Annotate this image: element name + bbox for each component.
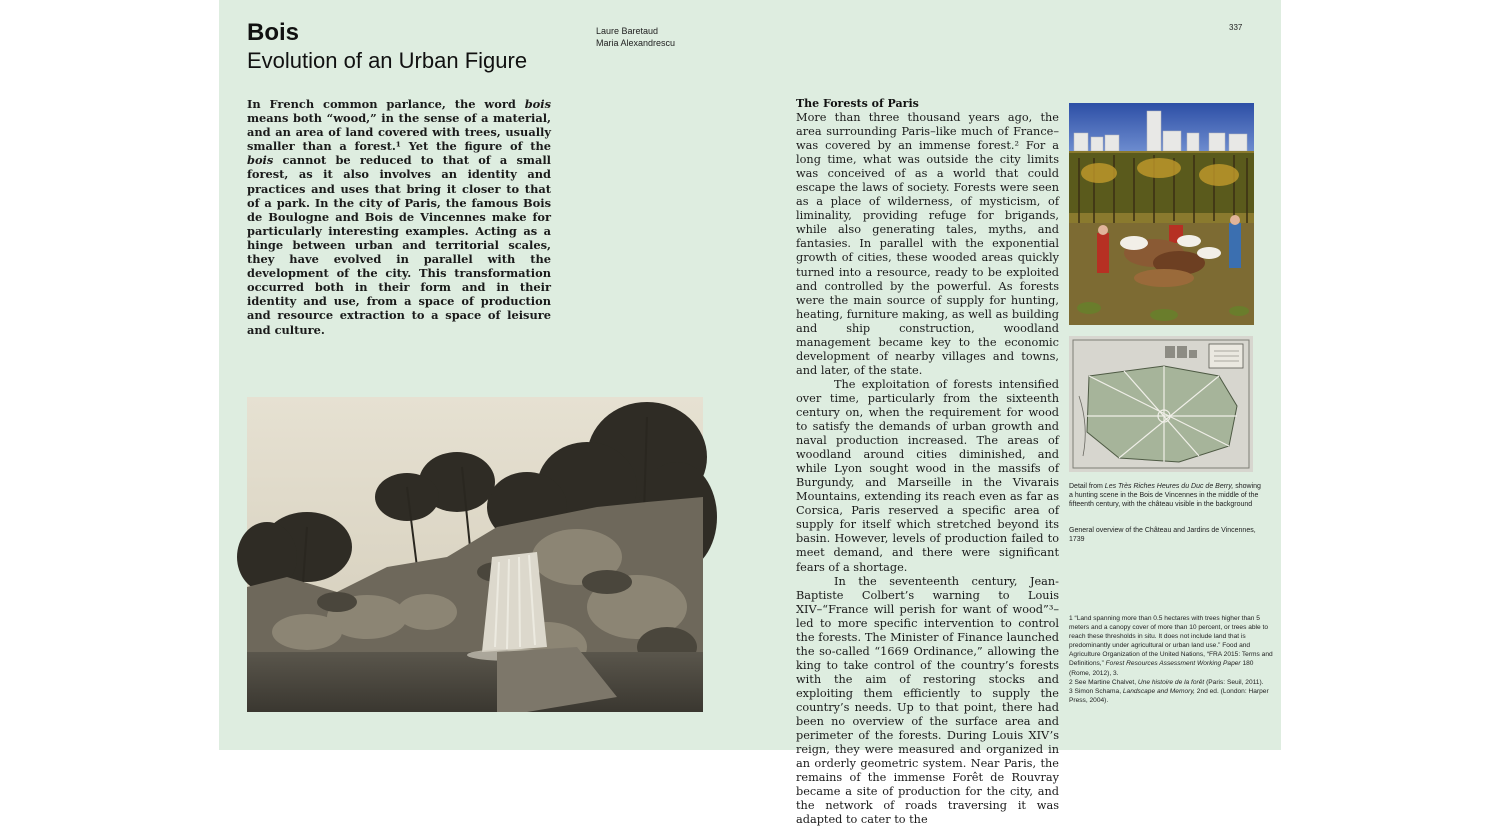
caption-text: Detail from	[1069, 483, 1105, 490]
intro-paragraph	[247, 97, 551, 337]
footnote-italic: Forest Resources Assessment Working Paper	[1105, 660, 1241, 668]
body-paragraph: In the seventeenth century, Jean-Baptiste Colbert’s warning to Louis XIV–“France will perish for want of wood”³–led to more specific intervention to control the forests. The Minister of Finance launched the so-called “1669 Ordinance,” allowing the king to take control of the country’s forests with the aim of restoring stocks and exploiting them efficiently to supply the country’s needs. Up to that point, there had been no overview of the surface area and perimeter of the forests. During Louis XIV’s reign, they were measured and organized in an orderly geometric system. Near Paris, the remains of the immense Forêt de Rouvray became a site of production for the city, and the network of roads traversing it was adapted to cater to the	[796, 574, 1059, 827]
footnote	[1069, 678, 1274, 687]
footnote	[1069, 614, 1274, 678]
hunting-scene-illumination	[1069, 103, 1254, 325]
intro-text: cannot be reduced to that of a small forest, as it also involves an identity and practices and uses that bring it closer to that of a park. In the city of Paris, the famous Bois de Boulogne and Bois de Vincennes make for particularly interesting examples. Acting as a hinge between urban and territorial scales, they have evolved in parallel with the development of the city. This transformation occurred both in their form and in their identity and use, from a space of production and resource extraction to a space of leisure and culture.	[247, 153, 551, 337]
footnote-text: (Paris: Seuil, 2011).	[1204, 678, 1264, 686]
footnote-italic: Landscape and Memory,	[1122, 687, 1195, 695]
caption-italic: Les Très Riches Heures du Duc de Berry,	[1104, 483, 1234, 490]
intro-text: means both “wood,” in the sense of a material, and an area of land covered with trees, usually smaller than a forest.¹ Yet the figure of the	[247, 111, 551, 154]
caption-text: showing a hunting scene in the Bois de Vincennes in the middle of the fifteenth century, with the château visible in the background	[1069, 483, 1261, 508]
footnotes	[1069, 614, 1274, 705]
book-spread	[219, 0, 1281, 827]
authors	[596, 25, 675, 49]
intro-italic: bois	[247, 153, 274, 168]
vincennes-plan-map	[1069, 336, 1253, 472]
figure-caption: General overview of the Château and Jardins de Vincennes, 1739	[1069, 527, 1256, 543]
footnote	[1069, 687, 1274, 705]
page-number: 337	[1229, 23, 1243, 32]
footnote-text: 3 Simon Schama,	[1069, 687, 1123, 695]
footnote-text: 2nd ed. (London: Harper Press, 2004).	[1069, 687, 1269, 704]
body-text-column	[796, 111, 1059, 827]
footnote-text: 2 See Martine Chalvet,	[1069, 678, 1138, 686]
section-heading: The Forests of Paris	[796, 97, 919, 110]
figure-caption	[1069, 482, 1264, 509]
author-name: Laure Baretaud	[596, 26, 659, 36]
footnote-text: 1 “Land spanning more than 0.5 hectares with trees higher than 5 meters and a canopy cover of more than 10 percent, or trees able to reach these thresholds in situ. It does not include land that is predominantly under agricultural or urban land use.” Food and Agriculture Organization of the United Nations, “FRA 2015: Terms and Definitions,”	[1069, 615, 1273, 668]
intro-text: In French common parlance, the word	[247, 97, 525, 111]
waterfall-photo	[247, 397, 703, 712]
author-name: Maria Alexandrescu	[596, 38, 676, 48]
footnote-text: 180 (Rome, 2012), 3.	[1069, 660, 1254, 677]
body-paragraph: The exploitation of forests intensified over time, particularly from the sixteenth century on, when the requirement for wood to satisfy the demands of urban growth and naval production increased. The areas of woodland around cities diminished, and while Lyon sought wood in the massifs of Burgundy, and Marseille in the Vivarais Mountains, extending its reach even as far as Corsica, Paris reserved a specific area of supply for itself which stretched beyond its basin. However, levels of production failed to meet demand, and there were significant fears of a shortage.	[796, 377, 1059, 574]
body-paragraph: More than three thousand years ago, the area surrounding Paris–like much of France–was covered by an immense forest.² For a long time, what was outside the city limits was conceived of as a world that could escape the laws of society. Forests were seen as a place of wilderness, of mysticism, of liminality, providing refuge for brigands, while also generating tales, myths, and fantasies. In parallel with the exponential growth of cities, these wooded areas quickly turned into a resource, ready to be exploited and controlled by the powerful. As forests were the main source of supply for hunting, heating, furniture making, as well as building and ship construction, woodland management became key to the economic development of nearby villages and towns, and later, of the state.	[796, 111, 1059, 377]
page-title: Bois	[247, 19, 300, 46]
intro-italic: bois	[524, 97, 551, 111]
page-subtitle: Evolution of an Urban Figure	[247, 48, 528, 73]
footnote-italic: Une histoire de la forêt	[1137, 678, 1205, 686]
